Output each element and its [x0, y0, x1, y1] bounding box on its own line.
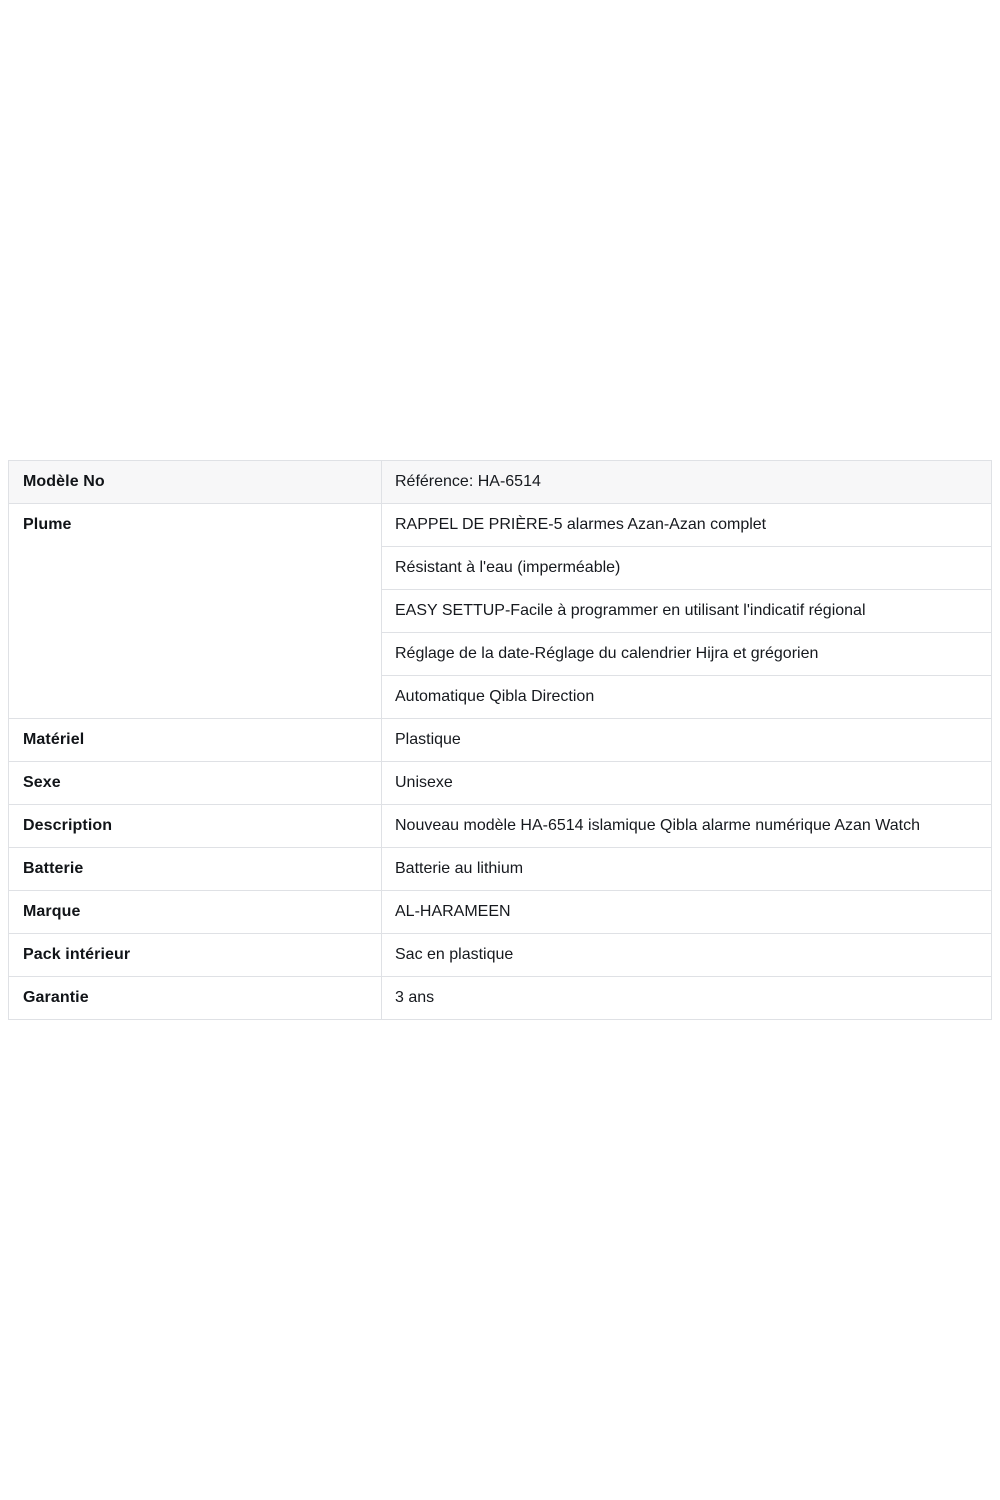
- spec-label: Pack intérieur: [9, 934, 382, 977]
- product-spec-table: [8, 460, 992, 1020]
- spec-table-row: [9, 848, 992, 891]
- spec-label: Plume: [9, 504, 382, 719]
- spec-label: Garantie: [9, 977, 382, 1020]
- spec-value: Référence: HA-6514: [382, 461, 992, 504]
- spec-table-row: [9, 805, 992, 848]
- spec-value: Automatique Qibla Direction: [382, 676, 992, 719]
- spec-table-row: [9, 461, 992, 504]
- spec-value: AL-HARAMEEN: [382, 891, 992, 934]
- spec-value: RAPPEL DE PRIÈRE-5 alarmes Azan-Azan complet: [382, 504, 992, 547]
- spec-table-row: [9, 934, 992, 977]
- spec-label: Sexe: [9, 762, 382, 805]
- spec-value: Réglage de la date-Réglage du calendrier Hijra et grégorien: [382, 633, 992, 676]
- spec-label: Matériel: [9, 719, 382, 762]
- spec-value: 3 ans: [382, 977, 992, 1020]
- spec-label: Description: [9, 805, 382, 848]
- spec-label: Marque: [9, 891, 382, 934]
- spec-table-row: [9, 977, 992, 1020]
- spec-value: Sac en plastique: [382, 934, 992, 977]
- spec-value: Batterie au lithium: [382, 848, 992, 891]
- product-spec-section: [8, 460, 992, 1020]
- spec-label: Batterie: [9, 848, 382, 891]
- spec-label: Modèle No: [9, 461, 382, 504]
- spec-value: Plastique: [382, 719, 992, 762]
- spec-value: Nouveau modèle HA-6514 islamique Qibla alarme numérique Azan Watch: [382, 805, 992, 848]
- spec-table-row: [9, 891, 992, 934]
- spec-value: Résistant à l'eau (imperméable): [382, 547, 992, 590]
- spec-table-row: [9, 719, 992, 762]
- spec-value: Unisexe: [382, 762, 992, 805]
- spec-table-row: [9, 762, 992, 805]
- spec-value: EASY SETTUP-Facile à programmer en utilisant l'indicatif régional: [382, 590, 992, 633]
- spec-table-row: [9, 504, 992, 547]
- spec-table-body: [9, 461, 992, 1020]
